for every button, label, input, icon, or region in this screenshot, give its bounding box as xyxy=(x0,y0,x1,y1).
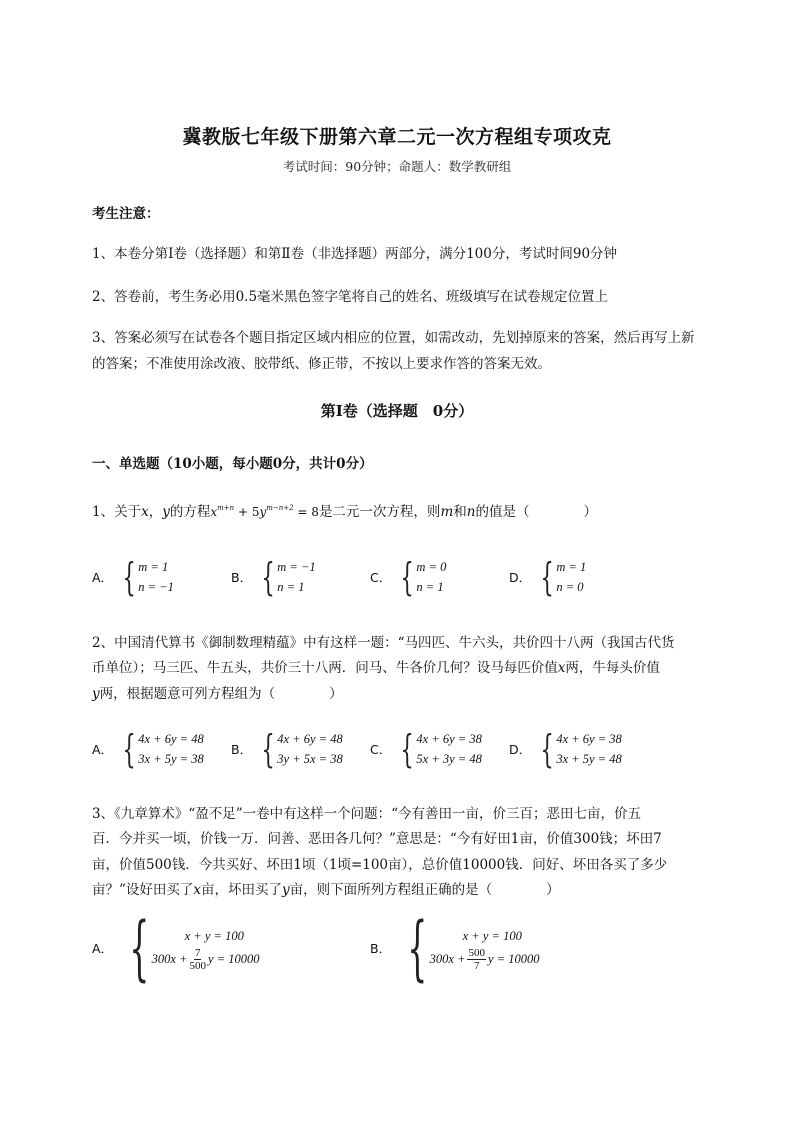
section-title: 第Ⅰ卷（选择题 0分） xyxy=(320,402,474,420)
question-1-stem: 1、关于x，y的方程$x^{m+n} + 5y^{m-n+2} = 8$是二元一次方程，则m和n的值是（ ） xyxy=(92,504,597,520)
q3-option-b[interactable]: B． { x + y = 100 300x + $\frac{500}{7}$ y = 10000 xyxy=(370,907,540,989)
question-2-stem-line-3: y两，根据题意可列方程组为（ ） xyxy=(92,686,343,702)
q2-option-a[interactable]: A． { 4x + 6y = 48 3x + 5y = 38 xyxy=(92,727,204,771)
question-3-stem-line-4: 亩？”设好田买了x亩，坏田买了y亩，则下面所列方程组正确的是（ ） xyxy=(92,882,560,898)
notice-item-2: 2、答卷前，考生务必用0.5毫米黑色签字笔将自己的姓名、班级填写在试卷规定位置上 xyxy=(92,289,609,305)
notice-item-3-cont: 的答案；不准使用涂改液、胶带纸、修正带，不按以上要求作答的答案无效。 xyxy=(92,356,551,372)
question-3-stem-line-2: 百．今并买一顷，价钱一万．问善、恶田各几何？”意思是：“今有好田1亩，价值300钱；坏田7 xyxy=(92,831,662,847)
q2-option-c[interactable]: C． { 4x + 6y = 38 5x + 3y = 48 xyxy=(370,727,482,771)
q1-option-c[interactable]: C． { m = 0 n = 1 xyxy=(370,555,447,599)
question-3-stem-line-3: 亩，价值500钱．今共买好、坏田1顷（1顷=100亩），总价值10000钱．问好、坏田各买了多少 xyxy=(92,857,668,873)
q2-option-b[interactable]: B． { 4x + 6y = 48 3y + 5x = 38 xyxy=(231,727,343,771)
question-2-stem-line-2: 币单位）；马三匹、牛五头，共价三十八两．问马、牛各价几何？设马每匹价值x两，牛每头价值 xyxy=(92,660,660,676)
q1-option-d[interactable]: D． { m = 1 n = 0 xyxy=(509,555,587,599)
exam-info: 考试时间：90分钟；命题人：数学教研组 xyxy=(282,159,512,174)
q1-option-b[interactable]: B． { m = −1 n = 1 xyxy=(231,555,316,599)
q1-option-a[interactable]: A． { m = 1 n = −1 xyxy=(92,555,174,599)
question-2-stem-line-1: 2、中国清代算书《御制数理精蕴》中有这样一题：“马四匹、牛六头，共价四十八两（我国古代货 xyxy=(92,635,675,651)
question-3-stem-line-1: 3、《九章算术》“盈不足”一卷中有这样一个问题：“今有善田一亩，价三百；恶田七亩，价五 xyxy=(92,806,642,822)
notice-item-1: 1、本卷分第Ⅰ卷（选择题）和第Ⅱ卷（非选择题）两部分，满分100分，考试时间90分钟 xyxy=(92,246,618,262)
notice-heading: 考生注意： xyxy=(92,206,160,222)
part-title: 一、单选题（10小题，每小题0分，共计0分） xyxy=(92,456,373,472)
page-title: 冀教版七年级下册第六章二元一次方程组专项攻克 xyxy=(182,126,612,148)
q2-option-d[interactable]: D． { 4x + 6y = 38 3x + 5y = 48 xyxy=(509,727,622,771)
notice-item-3: 3、答案必须写在试卷各个题目指定区域内相应的位置，如需改动，先划掉原来的答案，然后再写上新 xyxy=(92,330,695,346)
q3-option-a[interactable]: A． { x + y = 100 300x + $\frac{7}{500}$ y = 10000 xyxy=(92,907,260,989)
